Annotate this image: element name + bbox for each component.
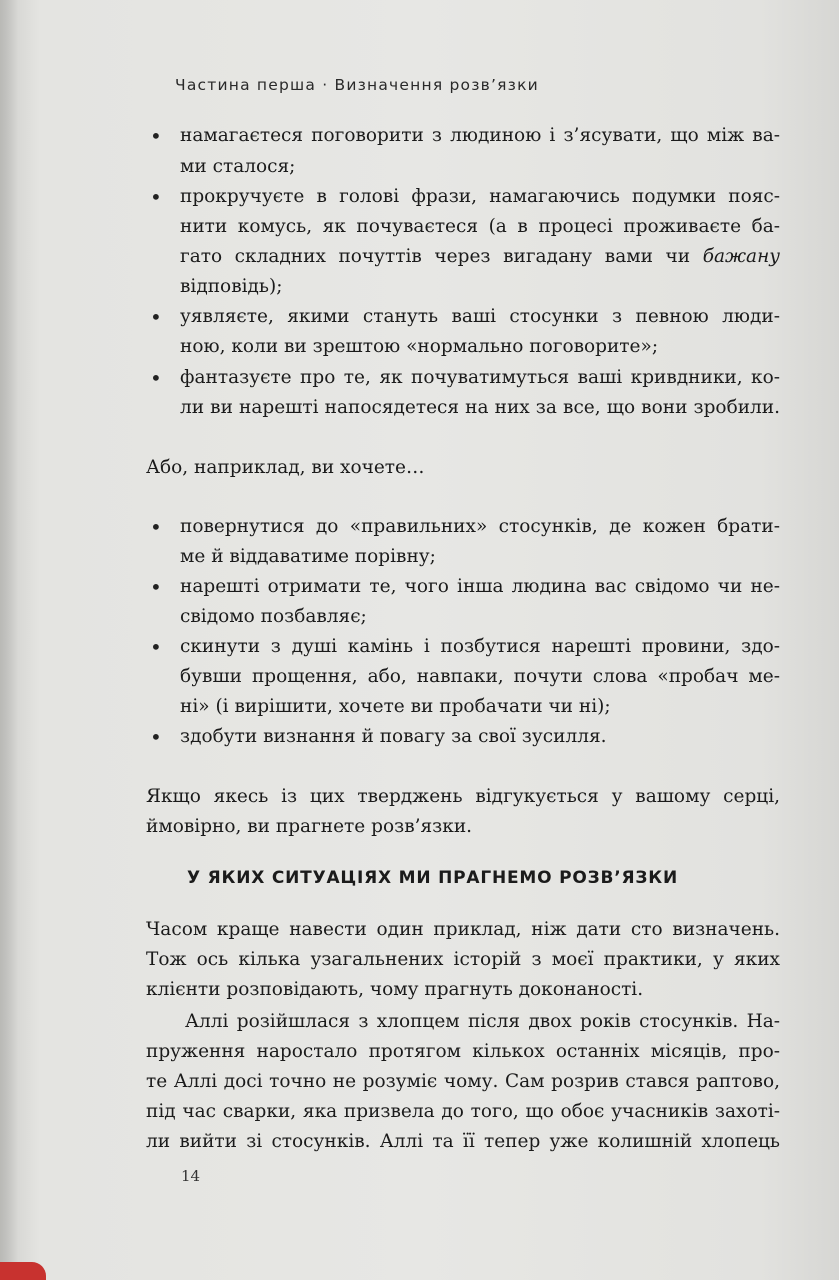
italic-word: бажану xyxy=(702,246,780,267)
list-item-line: ме й віддаватиме порівну; xyxy=(180,546,436,567)
list-item-line: уявляєте, якими стануть ваші стосунки з певною люди- xyxy=(180,306,780,327)
paragraph-line: Аллі розійшлася з хлопцем після двох років стосунків. На- xyxy=(185,1011,780,1032)
spine-shadow xyxy=(0,0,18,1280)
list-item-text: гато складних почуттів через вигадану вами чи xyxy=(180,246,703,267)
paragraph-line: Якщо якесь із цих тверджень відгукується у вашому серці, xyxy=(146,786,780,807)
list-item-line: здобути визнання й повагу за свої зусилля. xyxy=(180,726,607,747)
list-item-line: свідомо позбавляє; xyxy=(180,606,367,627)
paragraph-line: клієнти розповідають, чому прагнуть доконаності. xyxy=(146,979,644,1000)
paragraph-line: Часом краще навести один приклад, ніж дати сто визначень. xyxy=(146,919,780,940)
list-item-line xyxy=(180,246,780,267)
bullet: • xyxy=(150,725,162,749)
list-item-line: прокручуєте в голові фрази, намагаючись подумки пояс- xyxy=(180,186,780,207)
red-corner-mark xyxy=(0,1262,46,1280)
paragraph-line: ймовірно, ви прагнете розв’язки. xyxy=(146,816,473,837)
list-item-line: нити комусь, як почуваєтеся (а в процесі проживаєте ба- xyxy=(180,216,780,237)
list-item-line: намагаєтеся поговорити з людиною і з’ясувати, що між ва- xyxy=(180,125,780,146)
paragraph-line: те Аллі досі точно не розуміє чому. Сам розрив стався раптово, xyxy=(146,1071,780,1092)
paragraph-line: Тож ось кілька узагальнених історій з моєї практики, у яких xyxy=(146,949,780,970)
bullet: • xyxy=(150,305,162,329)
bullet: • xyxy=(150,635,162,659)
list-item-line: ною, коли ви зрештою «нормально поговорите»; xyxy=(180,336,659,357)
list-item-line: фантазуєте про те, як почуватимуться ваші кривдники, ко- xyxy=(180,367,780,388)
list-item-line: повернутися до «правильних» стосунків, де кожен брати- xyxy=(180,516,780,537)
bullet: • xyxy=(150,366,162,390)
bullet: • xyxy=(150,515,162,539)
list-item-line: ні» (і вирішити, хочете ви пробачати чи ні); xyxy=(180,696,611,717)
paragraph: Або, наприклад, ви хочете… xyxy=(146,457,425,478)
list-item-line: відповідь); xyxy=(180,276,283,297)
bullet: • xyxy=(150,124,162,148)
paragraph-line: під час сварки, яка призвела до того, що обоє учасників захоті- xyxy=(146,1101,780,1122)
bullet: • xyxy=(150,575,162,599)
list-item-line: нарешті отримати те, чого інша людина вас свідомо чи не- xyxy=(180,576,780,597)
page-number: 14 xyxy=(181,1167,201,1185)
paragraph-line: пруження наростало протягом кількох останніх місяців, про- xyxy=(146,1041,780,1062)
section-heading: У ЯКИХ СИТУАЦІЯХ МИ ПРАГНЕМО РОЗВ’ЯЗКИ xyxy=(187,868,679,888)
paragraph-line: ли вийти зі стосунків. Аллі та її тепер уже колишній хлопець xyxy=(146,1131,780,1152)
running-header: Частина перша · Визначення розв’язки xyxy=(175,76,539,94)
list-item-line: скинути з душі камінь і позбутися нарешті провини, здо- xyxy=(180,636,780,657)
bullet: • xyxy=(150,185,162,209)
list-item-line: ми сталося; xyxy=(180,156,296,177)
list-item-line: бувши прощення, або, навпаки, почути слова «пробач ме- xyxy=(180,666,780,687)
list-item-line: ли ви нарешті напосядетеся на них за все, що вони зробили. xyxy=(180,397,780,418)
